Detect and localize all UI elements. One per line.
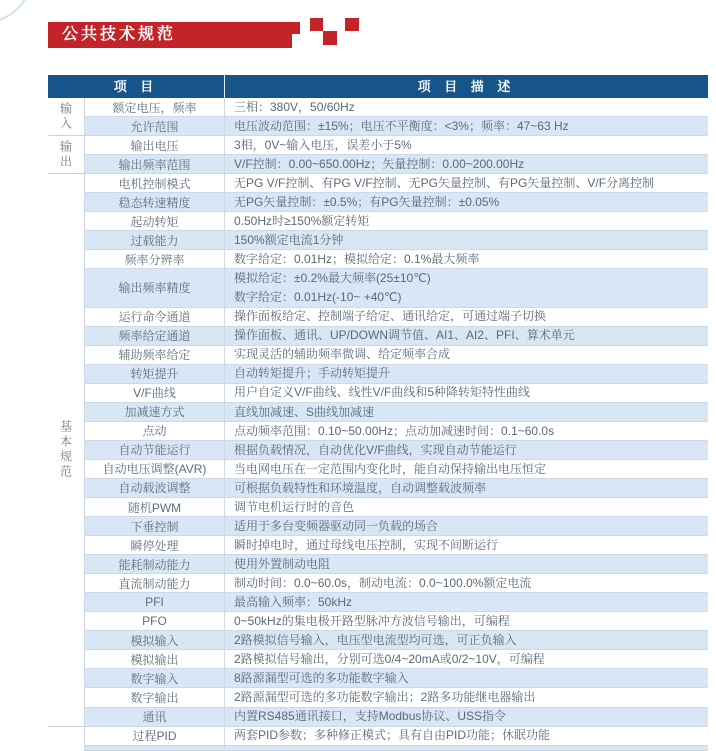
- description-line: 无PG矢量控制：±0.5%；有PG矢量控制：±0.05%: [234, 194, 500, 209]
- row-item-label: 额定电压，频率: [85, 98, 225, 116]
- group-label: 基本规范: [58, 420, 73, 481]
- table-row: [85, 136, 708, 155]
- table-row: [85, 174, 708, 193]
- group-cell: [48, 727, 84, 746]
- row-item-label: 输出频率精度: [85, 269, 225, 306]
- row-description: [225, 441, 708, 459]
- row-item-label: V/F曲线: [85, 384, 225, 402]
- row-description: [225, 517, 708, 535]
- row-item-label: 输出频率范围: [85, 155, 225, 173]
- table-row: [85, 727, 708, 746]
- table-row: [85, 479, 708, 498]
- row-description: [225, 631, 708, 649]
- row-item-label: PFO: [85, 612, 225, 630]
- group-label: 输出: [58, 139, 73, 170]
- row-description: [225, 536, 708, 554]
- row-item-label: 频率给定通道: [85, 327, 225, 345]
- row-item-label: 随机PWM: [85, 498, 225, 516]
- table-row: [85, 441, 708, 460]
- description-line: 两套PID参数；多种修正模式；具有自由PID功能；休眠功能: [234, 728, 551, 743]
- row-description: [225, 612, 708, 630]
- table-row: [85, 536, 708, 555]
- banner-mosaic-square: [310, 18, 323, 31]
- description-line: 2路模拟信号输入，电压型电流型均可选，可正负输入: [234, 633, 517, 648]
- description-line: 模拟给定：±0.2%最大频率(25±10℃): [234, 271, 431, 286]
- table-row: [85, 574, 708, 593]
- row-description: [225, 688, 708, 706]
- row-description: [225, 346, 708, 364]
- group-label: 输入: [58, 101, 73, 132]
- description-line: 8路源漏型可选的多功能数字输入: [234, 671, 409, 686]
- table-row: [85, 422, 708, 441]
- row-item-label: 辅助频率给定: [85, 346, 225, 364]
- description-line: 根据负载情况，自动优化V/F曲线，实现自动节能运行: [234, 442, 517, 457]
- row-description: [225, 479, 708, 497]
- row-item-label: 能耗制动能力: [85, 555, 225, 573]
- row-item-label: 模拟输入: [85, 631, 225, 649]
- row-description: [225, 212, 708, 230]
- row-item-label: 自动电压调整(AVR): [85, 460, 225, 478]
- description-line: 数字给定：0.01Hz(-10~ +40℃): [234, 289, 402, 304]
- row-item-label: 起动转矩: [85, 212, 225, 230]
- spec-table: [48, 75, 708, 751]
- description-line: 150%额定电流1分钟: [234, 233, 344, 248]
- table-row: [85, 269, 708, 307]
- table-row: [85, 688, 708, 707]
- group-column: [48, 98, 85, 751]
- table-row: [85, 193, 708, 212]
- row-item-label: 电机控制模式: [85, 174, 225, 192]
- description-line: 操作面板给定、控制端子给定、通讯给定，可通过端子切换: [234, 309, 547, 324]
- page-title: 公共技术规范: [48, 22, 292, 48]
- row-item-label: 自动节能运行: [85, 441, 225, 459]
- group-cell: [48, 136, 84, 174]
- row-item-label: 频率分辨率: [85, 250, 225, 268]
- row-item-label: 加减速方式: [85, 403, 225, 421]
- table-row: [85, 231, 708, 250]
- table-row: [85, 631, 708, 650]
- row-description: [225, 422, 708, 440]
- table-row: [85, 117, 708, 136]
- banner-mosaic-square: [323, 31, 337, 45]
- row-description: [225, 403, 708, 421]
- row-description: [225, 727, 708, 745]
- row-description: [225, 327, 708, 345]
- row-description: [225, 746, 708, 750]
- row-description: [225, 650, 708, 668]
- partially-visible-row: [85, 746, 708, 751]
- row-item-label: 数字输入: [85, 669, 225, 687]
- row-description: [225, 384, 708, 402]
- description-line: 当电网电压在一定范围内变化时，能自动保持输出电压恒定: [234, 461, 547, 476]
- table-row: [85, 669, 708, 688]
- table-row: [85, 403, 708, 422]
- row-description: [225, 269, 708, 306]
- row-item-label: 稳态转速精度: [85, 193, 225, 211]
- row-description: [225, 98, 708, 116]
- row-item-label: 数字输出: [85, 688, 225, 706]
- row-item-label: 过载能力: [85, 231, 225, 249]
- table-row: [85, 593, 708, 612]
- table-row: [85, 498, 708, 517]
- row-description: [225, 555, 708, 573]
- row-description: [225, 365, 708, 383]
- row-item-label: 通讯: [85, 708, 225, 726]
- header-item-column: 项 目: [48, 75, 225, 98]
- description-line: 使用外置制动电阻: [234, 556, 331, 571]
- row-description: [225, 498, 708, 516]
- banner-mosaic-square: [345, 18, 359, 31]
- row-description: [225, 460, 708, 478]
- row-item-label: 过程PID: [85, 727, 225, 745]
- row-item-label: 点动: [85, 422, 225, 440]
- row-description: [225, 574, 708, 592]
- banner-mosaic-square: [292, 22, 300, 34]
- description-line: 2路源漏型可选的多功能数字输出；2路多功能继电器输出: [234, 690, 536, 705]
- description-line: 0~50kHz的集电极开路型脉冲方波信号输出，可编程: [234, 614, 510, 629]
- table-row: [85, 365, 708, 384]
- table-row: [85, 346, 708, 365]
- row-item-label: PFI: [85, 593, 225, 611]
- row-description: [225, 250, 708, 268]
- table-row: [85, 460, 708, 479]
- table-row: [85, 250, 708, 269]
- row-description: [225, 155, 708, 173]
- description-line: 点动频率范围：0.10~50.00Hz；点动加减速时间：0.1~60.0s: [234, 423, 555, 438]
- table-row: [85, 555, 708, 574]
- table-row: [85, 384, 708, 403]
- row-description: [225, 308, 708, 326]
- row-item-label: 模拟输出: [85, 650, 225, 668]
- row-description: [225, 708, 708, 726]
- description-line: 数字给定：0.01Hz；模拟给定：0.1%最大频率: [234, 252, 480, 267]
- row-description: [225, 669, 708, 687]
- description-line: 用户自定义V/F曲线、线性V/F曲线和5种降转矩特性曲线: [234, 385, 531, 400]
- row-item-label: 下垂控制: [85, 517, 225, 535]
- description-line: 内置RS485通讯接口，支持Modbus协议、USS指令: [234, 709, 507, 724]
- description-line: 2路模拟信号输出，分别可选0/4~20mA或0/2~10V，可编程: [234, 652, 545, 667]
- table-row: [85, 155, 708, 174]
- table-row: [85, 308, 708, 327]
- description-line: 0.50Hz时≥150%额定转矩: [234, 214, 370, 229]
- table-header-row: [48, 75, 708, 98]
- description-line: 瞬时掉电时，通过母线电压控制，实现不间断运行: [234, 537, 499, 552]
- row-description: [225, 174, 708, 192]
- description-line: 调节电机运行时的音色: [234, 499, 355, 514]
- row-item-label: 自动载波调整: [85, 479, 225, 497]
- row-item-label: 转矩提升: [85, 365, 225, 383]
- row-description: [225, 593, 708, 611]
- table-row: [85, 517, 708, 536]
- row-description: [225, 193, 708, 211]
- row-item-label: 输出电压: [85, 136, 225, 154]
- description-line: 自动转矩提升；手动转矩提升: [234, 366, 391, 381]
- description-line: 直线加减速、S曲线加减速: [234, 404, 375, 419]
- group-cell: [48, 174, 84, 727]
- description-line: 制动时间：0.0~60.0s，制动电流：0.0~100.0%额定电流: [234, 575, 532, 590]
- row-item-label: 瞬停处理: [85, 536, 225, 554]
- table-row: [85, 327, 708, 346]
- corner-arc-decoration: [0, 0, 34, 24]
- description-line: V/F控制：0.00~650.00Hz；矢量控制：0.00~200.00Hz: [234, 156, 525, 171]
- description-line: 实现灵活的辅助频率微调、给定频率合成: [234, 347, 451, 362]
- description-line: 3相，0V~输入电压，误差小于5%: [234, 137, 412, 152]
- row-description: [225, 136, 708, 154]
- table-row: [85, 98, 708, 117]
- row-description: [225, 117, 708, 135]
- description-line: 操作面板、通讯、UP/DOWN调节值、AI1、AI2、PFI、算术单元: [234, 328, 575, 343]
- row-description: [225, 231, 708, 249]
- row-item-label: [85, 746, 225, 750]
- row-item-label: 允许范围: [85, 117, 225, 135]
- table-row: [85, 212, 708, 231]
- description-line: 最高输入频率：50kHz: [234, 594, 353, 609]
- table-row: [85, 708, 708, 727]
- table-body: [48, 98, 708, 751]
- table-row: [85, 650, 708, 669]
- header-description-column: 项 目 描 述: [417, 79, 516, 94]
- table-row: [85, 612, 708, 631]
- description-line: 可根据负载特性和环境温度，自动调整载波频率: [234, 480, 487, 495]
- description-line: 无PG V/F控制、有PG V/F控制、无PG矢量控制、有PG矢量控制、V/F分离控制: [234, 175, 655, 190]
- description-line: 三相：380V，50/60Hz: [234, 99, 355, 114]
- rows-column: [85, 98, 708, 751]
- description-line: 电压波动范围：±15%；电压不平衡度：<3%；频率：47~63 Hz: [234, 118, 569, 133]
- row-item-label: 直流制动能力: [85, 574, 225, 592]
- group-cell: [48, 98, 84, 136]
- row-item-label: 运行命令通道: [85, 308, 225, 326]
- description-line: 适用于多台变频器驱动同一负载的场合: [234, 518, 439, 533]
